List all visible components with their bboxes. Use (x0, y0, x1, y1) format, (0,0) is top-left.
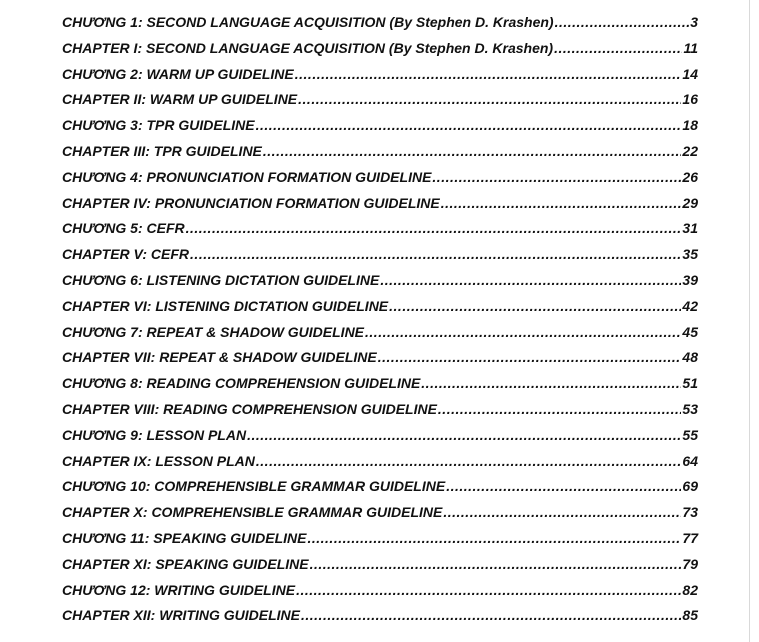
toc-leader-dots (438, 401, 682, 417)
toc-leader-dots (443, 504, 681, 520)
toc-entry-title: CHAPTER III: TPR GUIDELINE (62, 142, 262, 159)
toc-leader-dots (307, 530, 681, 546)
toc-entry[interactable] (62, 478, 698, 504)
toc-entry-page: 3 (690, 14, 698, 30)
toc-entry[interactable] (62, 401, 698, 427)
toc-entry-title: CHAPTER XI: SPEAKING GUIDELINE (62, 555, 309, 572)
toc-leader-dots (378, 349, 682, 365)
toc-entry-page: 64 (682, 452, 698, 469)
toc-entry[interactable] (62, 582, 698, 608)
toc-entry-page: 55 (682, 426, 698, 443)
toc-entry-page: 16 (682, 91, 698, 108)
toc-entry[interactable] (62, 169, 698, 195)
toc-entry-title: CHƯƠNG 9: LESSON PLAN (62, 426, 247, 443)
toc-entry-title: CHAPTER VII: REPEAT & SHADOW GUIDELINE (62, 349, 377, 366)
toc-entry[interactable] (62, 272, 698, 298)
toc-entry[interactable] (62, 324, 698, 350)
toc-leader-dots (380, 272, 681, 288)
toc-entry[interactable] (62, 607, 698, 633)
toc-leader-dots (263, 143, 682, 159)
toc-entry-page: 14 (682, 65, 698, 82)
toc-entry-title: CHAPTER IV: PRONUNCIATION FORMATION GUIDELINE (62, 194, 440, 211)
toc-entry[interactable] (62, 143, 698, 169)
toc-leader-dots (296, 582, 681, 598)
toc-entry-title: CHAPTER I: SECOND LANGUAGE ACQUISITION (By Stephen D. Krashen) (62, 39, 554, 56)
toc-entry-title: CHAPTER II: WARM UP GUIDELINE (62, 91, 298, 108)
toc-entry[interactable] (62, 530, 698, 556)
toc-entry[interactable] (62, 349, 698, 375)
toc-leader-dots (441, 195, 682, 211)
toc-entry-page: 18 (682, 117, 698, 134)
toc-entry[interactable] (62, 246, 698, 272)
toc-entry-page: 29 (682, 194, 698, 211)
toc-entry-title: CHƯƠNG 2: WARM UP GUIDELINE (62, 65, 294, 82)
toc-entry-title: CHAPTER XII: WRITING GUIDELINE (62, 607, 300, 624)
toc-entry[interactable] (62, 556, 698, 582)
toc-leader-dots (389, 298, 681, 314)
toc-entry[interactable] (62, 375, 698, 401)
toc-entry-page: 77 (682, 529, 698, 546)
toc-entry[interactable] (62, 117, 698, 143)
toc-leader-dots (301, 607, 681, 623)
toc-entry-title: CHƯƠNG 12: WRITING GUIDELINE (62, 581, 296, 598)
toc-leader-dots (298, 91, 681, 107)
toc-entry-title: CHƯƠNG 8: READING COMPREHENSION GUIDELINE (62, 375, 421, 392)
toc-entry-title: CHAPTER VI: LISTENING DICTATION GUIDELINE (62, 297, 389, 314)
toc-entry-title: CHAPTER V: CEFR (62, 246, 190, 263)
toc-entry-title: CHƯƠNG 11: SPEAKING GUIDELINE (62, 529, 307, 546)
toc-entry[interactable] (62, 66, 698, 92)
toc-entry-page: 11 (683, 39, 698, 56)
toc-entry-title: CHƯƠNG 4: PRONUNCIATION FORMATION GUIDELINE (62, 168, 432, 185)
toc-entry-title: CHƯƠNG 6: LISTENING DICTATION GUIDELINE (62, 271, 380, 288)
toc-entry-page: 69 (682, 478, 698, 495)
toc-leader-dots (554, 40, 682, 56)
toc-entry-title: CHAPTER VIII: READING COMPREHENSION GUIDELINE (62, 400, 437, 417)
toc-entry-title: CHAPTER IX: LESSON PLAN (62, 452, 255, 469)
toc-leader-dots (256, 117, 682, 133)
toc-leader-dots (295, 66, 682, 82)
toc-entry-page: 79 (682, 555, 698, 572)
toc-leader-dots (446, 478, 681, 494)
toc-leader-dots (365, 324, 681, 340)
toc-entry[interactable] (62, 298, 698, 324)
toc-entry-title: CHƯƠNG 10: COMPREHENSIBLE GRAMMAR GUIDELINE (62, 478, 446, 495)
toc-entry-title: CHƯƠNG 7: REPEAT & SHADOW GUIDELINE (62, 323, 365, 340)
toc-leader-dots (555, 14, 690, 30)
toc-entry-page: 31 (682, 220, 698, 237)
toc-entry-page: 51 (682, 375, 698, 392)
toc-leader-dots (432, 169, 681, 185)
toc-entry[interactable] (62, 40, 698, 66)
toc-entry-page: 42 (682, 297, 698, 314)
toc-leader-dots (247, 427, 681, 443)
toc-entry[interactable] (62, 195, 698, 221)
toc-entry[interactable] (62, 91, 698, 117)
toc-entry-page: 39 (682, 271, 698, 288)
toc-entry-title: CHƯƠNG 1: SECOND LANGUAGE ACQUISITION (By Stephen D. Krashen) (62, 14, 554, 30)
toc-entry[interactable] (62, 427, 698, 453)
toc-leader-dots (421, 375, 681, 391)
toc-entry-page: 22 (682, 142, 698, 159)
toc-leader-dots (190, 246, 681, 262)
toc-leader-dots (256, 453, 682, 469)
toc-entry-page: 73 (682, 504, 698, 521)
toc-entry-page: 35 (682, 246, 698, 263)
toc-leader-dots (310, 556, 682, 572)
toc-leader-dots (186, 220, 682, 236)
toc-entry-page: 85 (682, 607, 698, 624)
toc-entry[interactable] (62, 220, 698, 246)
toc-entry[interactable] (62, 14, 698, 40)
toc-entry-title: CHƯƠNG 5: CEFR (62, 220, 185, 237)
toc-entry-page: 82 (682, 581, 698, 598)
toc-entry-title: CHƯƠNG 3: TPR GUIDELINE (62, 117, 255, 134)
toc-entry-title: CHAPTER X: COMPREHENSIBLE GRAMMAR GUIDELINE (62, 504, 443, 521)
toc-entry[interactable] (62, 453, 698, 479)
toc-entry-page: 45 (682, 323, 698, 340)
toc-entry-page: 48 (682, 349, 698, 366)
toc-entry[interactable] (62, 504, 698, 530)
toc-entry-page: 26 (682, 168, 698, 185)
table-of-contents (62, 14, 698, 633)
toc-entry-page: 53 (682, 400, 698, 417)
